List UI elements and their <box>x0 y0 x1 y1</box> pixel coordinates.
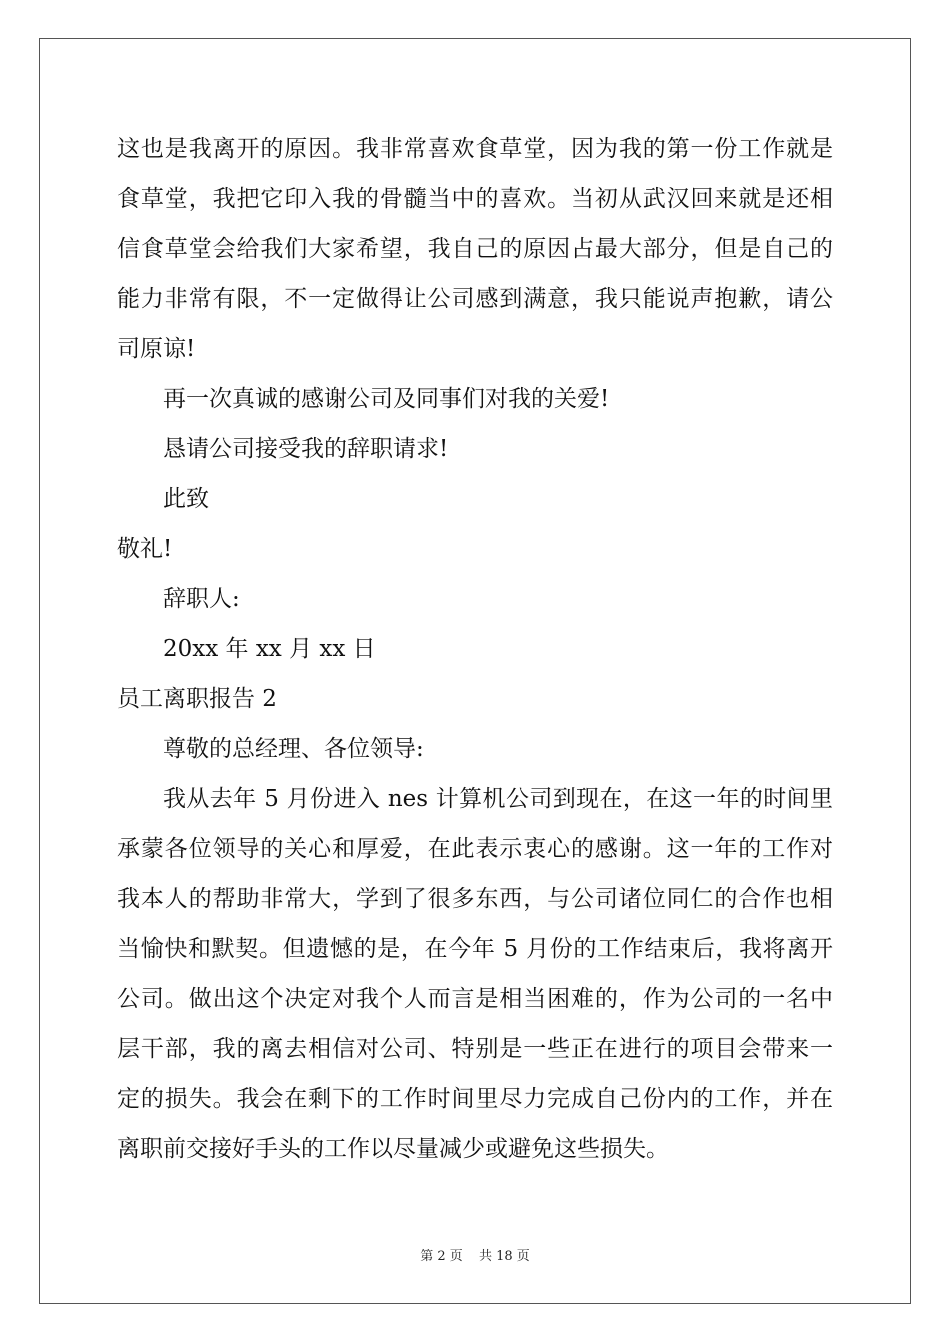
text-line: 承蒙各位领导的关心和厚爱，在此表示衷心的感谢。这一年的工作对 <box>117 836 833 862</box>
text-line: 司原谅! <box>117 336 196 362</box>
text-line: 当愉快和默契。但遗憾的是，在今年 5 月份的工作结束后，我将离开 <box>117 936 833 962</box>
page-total: 共 18 页 <box>478 1249 530 1264</box>
text-line: 公司。做出这个决定对我个人而言是相当困难的，作为公司的一名中 <box>117 986 833 1012</box>
page-footer <box>0 1245 950 1264</box>
signature-label: 辞职人: <box>163 586 240 612</box>
closing-salutation: 此致 <box>163 486 209 512</box>
closing-regards: 敬礼! <box>117 536 173 562</box>
text-line: 我本人的帮助非常大，学到了很多东西，与公司诸位同仁的合作也相 <box>117 886 833 912</box>
text-line: 这也是我离开的原因。我非常喜欢食草堂，因为我的第一份工作就是 <box>117 136 833 162</box>
text-line: 定的损失。我会在剩下的工作时间里尽力完成自己份内的工作，并在 <box>117 1086 833 1112</box>
section-heading: 员工离职报告 2 <box>117 686 277 712</box>
text-line: 恳请公司接受我的辞职请求! <box>163 436 449 462</box>
page-number: 第 2 页 <box>420 1249 463 1264</box>
greeting-line: 尊敬的总经理、各位领导: <box>163 736 424 762</box>
text-line: 信食草堂会给我们大家希望，我自己的原因占最大部分，但是自己的 <box>117 236 833 262</box>
text-line: 层干部，我的离去相信对公司、特别是一些正在进行的项目会带来一 <box>117 1036 833 1062</box>
date-line: 20xx 年 xx 月 xx 日 <box>163 636 376 662</box>
document-body <box>117 124 833 1174</box>
text-line: 离职前交接好手头的工作以尽量减少或避免这些损失。 <box>117 1136 669 1162</box>
text-line: 能力非常有限，不一定做得让公司感到满意，我只能说声抱歉，请公 <box>117 286 833 312</box>
text-line: 我从去年 5 月份进入 nes 计算机公司到现在，在这一年的时间里 <box>163 786 833 812</box>
text-line: 食草堂，我把它印入我的骨髓当中的喜欢。当初从武汉回来就是还相 <box>117 186 833 212</box>
text-line: 再一次真诚的感谢公司及同事们对我的关爱! <box>163 386 610 412</box>
